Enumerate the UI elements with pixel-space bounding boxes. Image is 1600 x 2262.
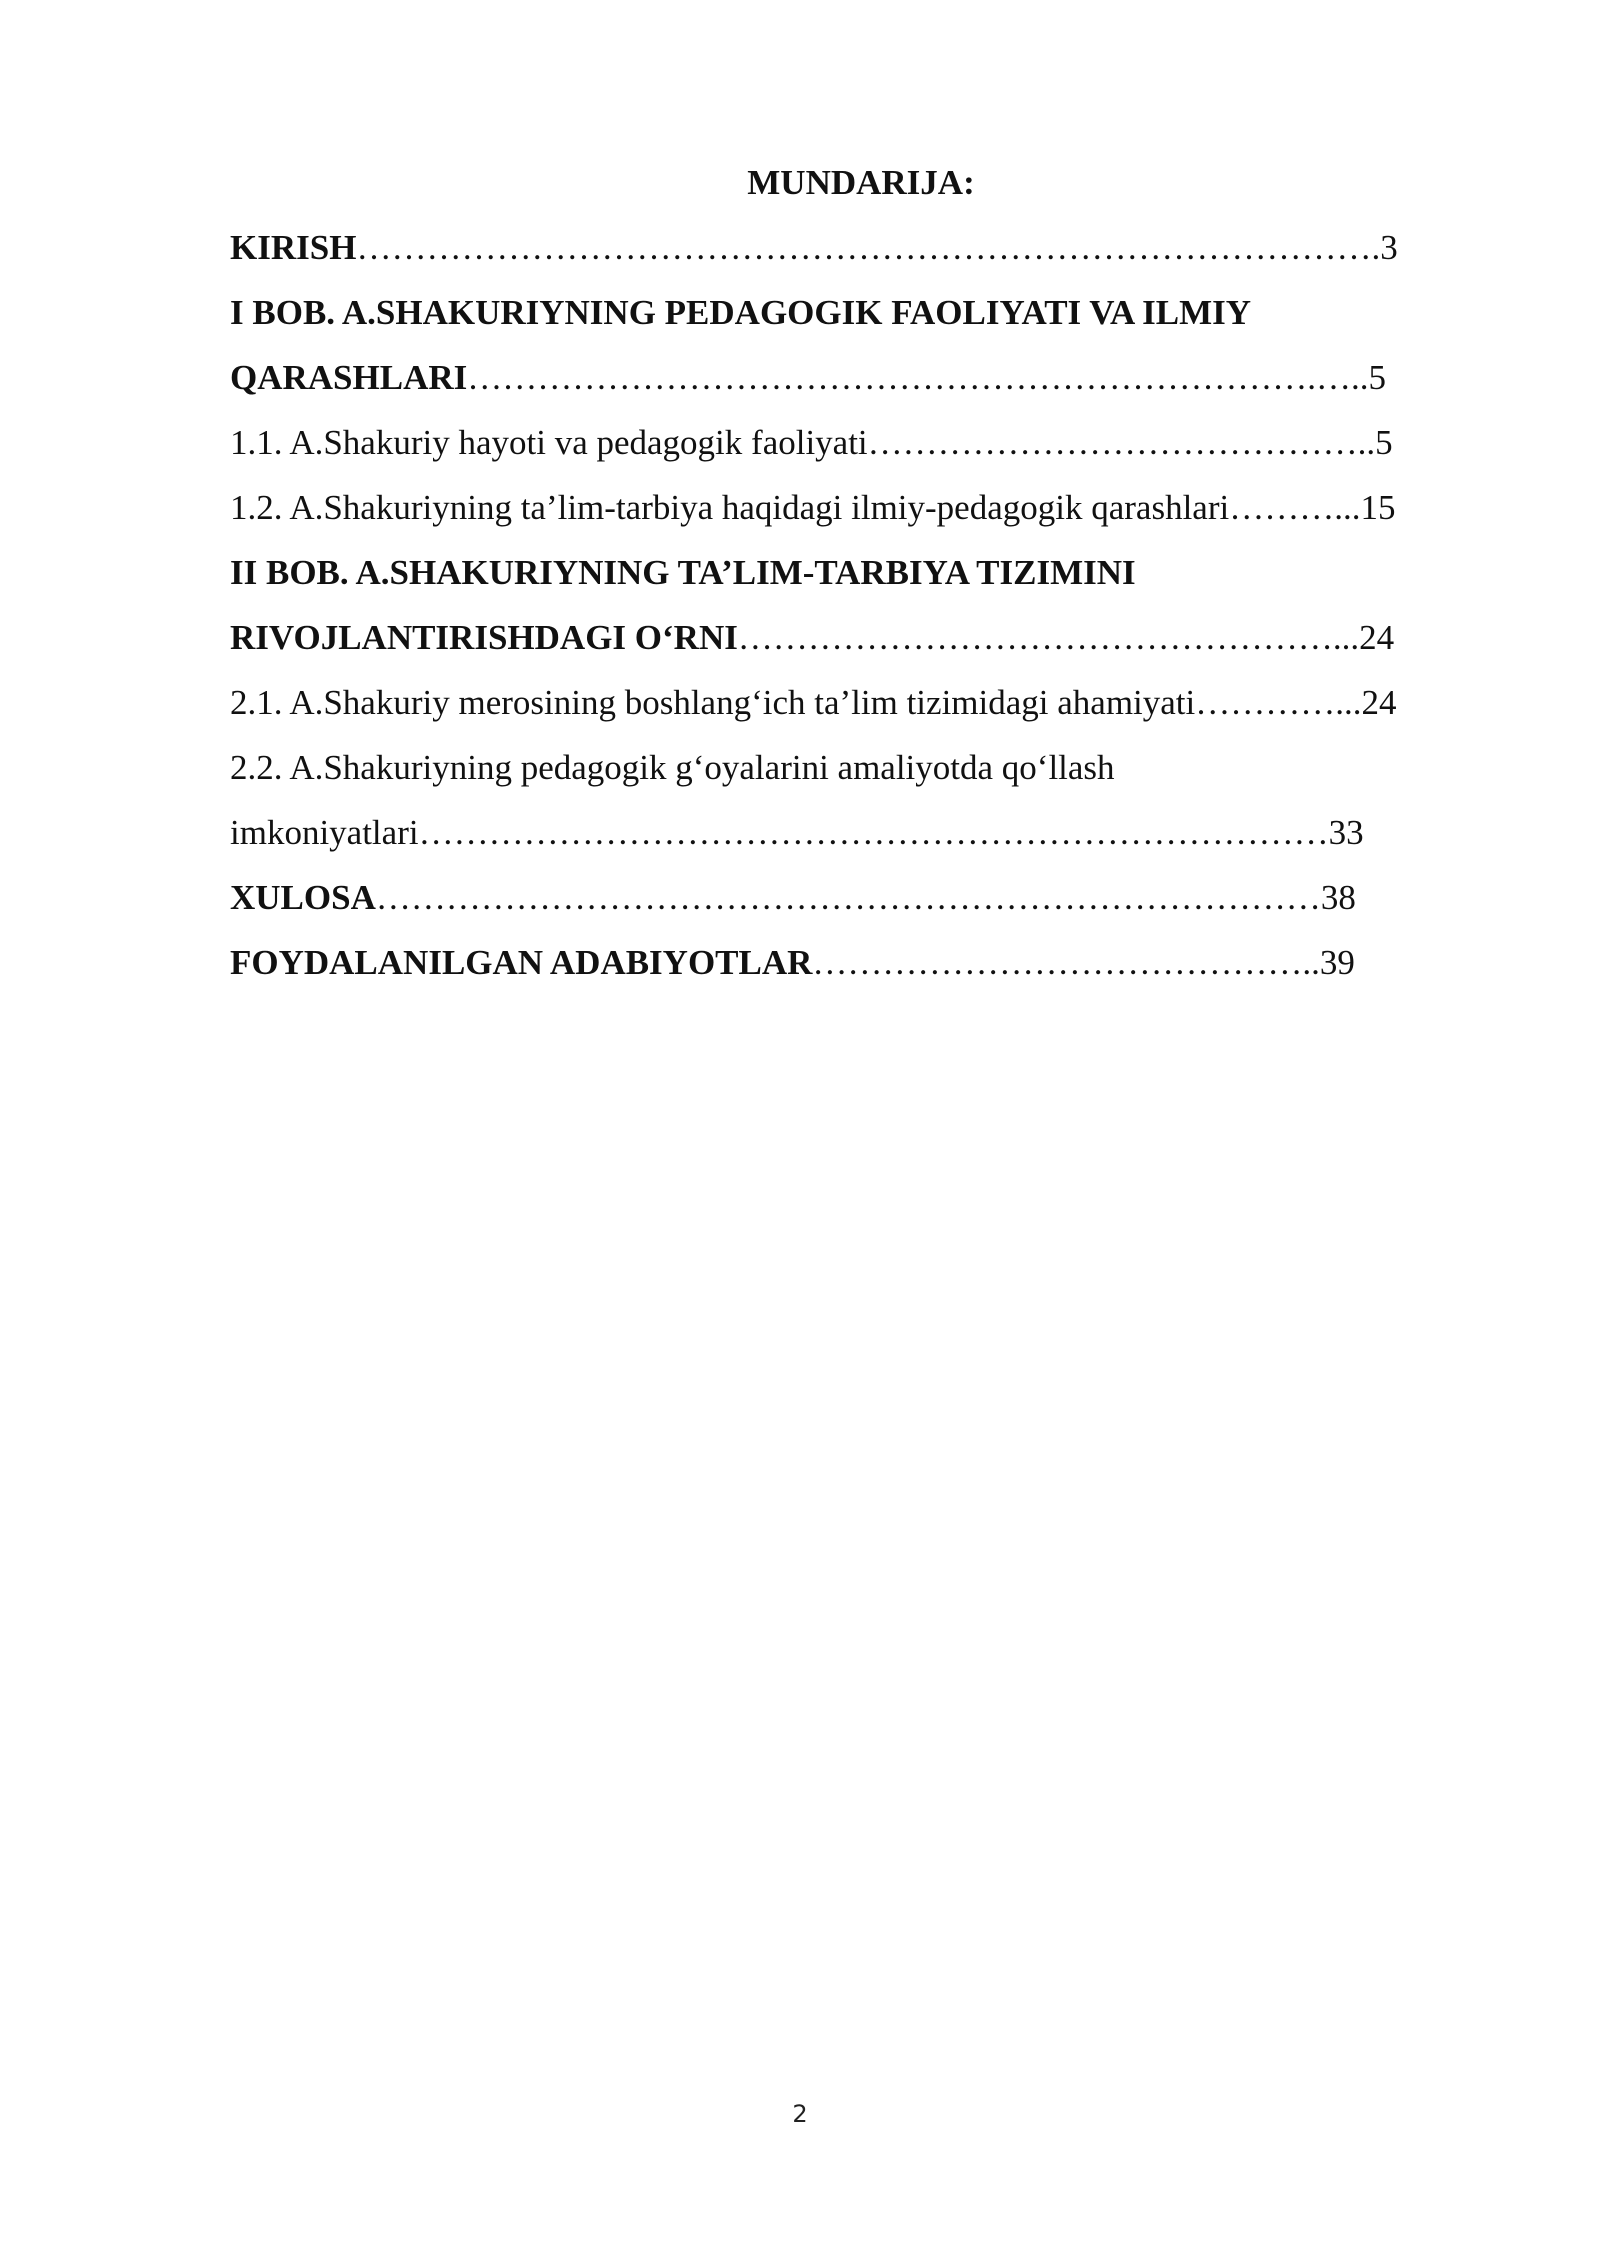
toc-line-page: ...24 — [1335, 683, 1397, 722]
toc-line-section-2-2[interactable] — [230, 800, 1492, 865]
toc-line-chapter-1[interactable] — [230, 345, 1492, 410]
toc-line-page: 38 — [1320, 878, 1356, 917]
toc-line-dots: …………………………………… — [867, 423, 1358, 462]
toc-line-kirish[interactable] — [230, 215, 1492, 280]
toc-line-chapter-2-heading[interactable] — [230, 540, 1492, 605]
toc-title-text: MUNDARIJA: — [747, 163, 975, 202]
toc-line-dots: …………………………………………………………………… — [418, 813, 1329, 852]
toc-line-chapter-1-heading[interactable] — [230, 280, 1492, 345]
toc-line-text: XULOSA — [230, 878, 376, 917]
toc-line-page: ..5 — [1357, 423, 1393, 462]
toc-line-text: 2.2. A.Shakuriyning pedagogik g‘oyalarini amaliyotda qo‘llash — [230, 748, 1115, 787]
page-number: 2 — [792, 2100, 808, 2128]
toc-line-text: KIRISH — [230, 228, 357, 267]
toc-line-text: QARASHLARI — [230, 358, 468, 397]
toc-line-dots: ……… — [1229, 488, 1335, 527]
toc-title — [230, 150, 1492, 215]
toc-line-section-1-1[interactable] — [230, 410, 1492, 475]
toc-line-text: I BOB. A.SHAKURIYNING PEDAGOGIK FAOLIYATI VA ILMIY — [230, 293, 1252, 332]
toc-line-section-2-1[interactable] — [230, 670, 1492, 735]
toc-line-dots: …………………………………………………………………………… — [356, 228, 1372, 267]
toc-line-page: ..5 — [1351, 358, 1387, 397]
toc-line-dots: …………………………………… — [812, 943, 1303, 982]
toc-line-text: 2.1. A.Shakuriy merosining boshlang‘ich ta’lim tizimidagi ahamiyati — [230, 683, 1196, 722]
toc-line-text: FOYDALANILGAN ADABIYOTLAR — [230, 943, 813, 982]
toc-line-page: .3 — [1371, 228, 1398, 267]
toc-line-chapter-2[interactable] — [230, 605, 1492, 670]
toc-line-dots: ……………………………………………………………….… — [467, 358, 1352, 397]
toc-line-text: 1.1. A.Shakuriy hayoti va pedagogik faoliyati — [230, 423, 868, 462]
toc-line-dots: …………………………………………… — [737, 618, 1333, 657]
toc-line-text: II BOB. A.SHAKURIYNING TA’LIM-TARBIYA TIZIMINI — [230, 553, 1136, 592]
toc-line-section-2-2-heading[interactable] — [230, 735, 1492, 800]
toc-line-text: 1.2. A.Shakuriyning ta’lim-tarbiya haqidagi ilmiy-pedagogik qarashlari — [230, 488, 1230, 527]
table-of-contents — [230, 150, 1492, 995]
toc-line-text: imkoniyatlari — [230, 813, 419, 852]
toc-line-dots: ……………………………………………………………………… — [375, 878, 1321, 917]
toc-line-text: RIVOJLANTIRISHDAGI O‘RNI — [230, 618, 738, 657]
toc-line-page: 33 — [1328, 813, 1364, 852]
toc-line-references[interactable] — [230, 930, 1492, 995]
toc-line-xulosa[interactable] — [230, 865, 1492, 930]
toc-line-dots: ………… — [1195, 683, 1336, 722]
toc-line-page: ...24 — [1332, 618, 1395, 657]
toc-line-page: ..39 — [1302, 943, 1355, 982]
toc-line-page: ...15 — [1334, 488, 1396, 527]
toc-line-section-1-2[interactable] — [230, 475, 1492, 540]
